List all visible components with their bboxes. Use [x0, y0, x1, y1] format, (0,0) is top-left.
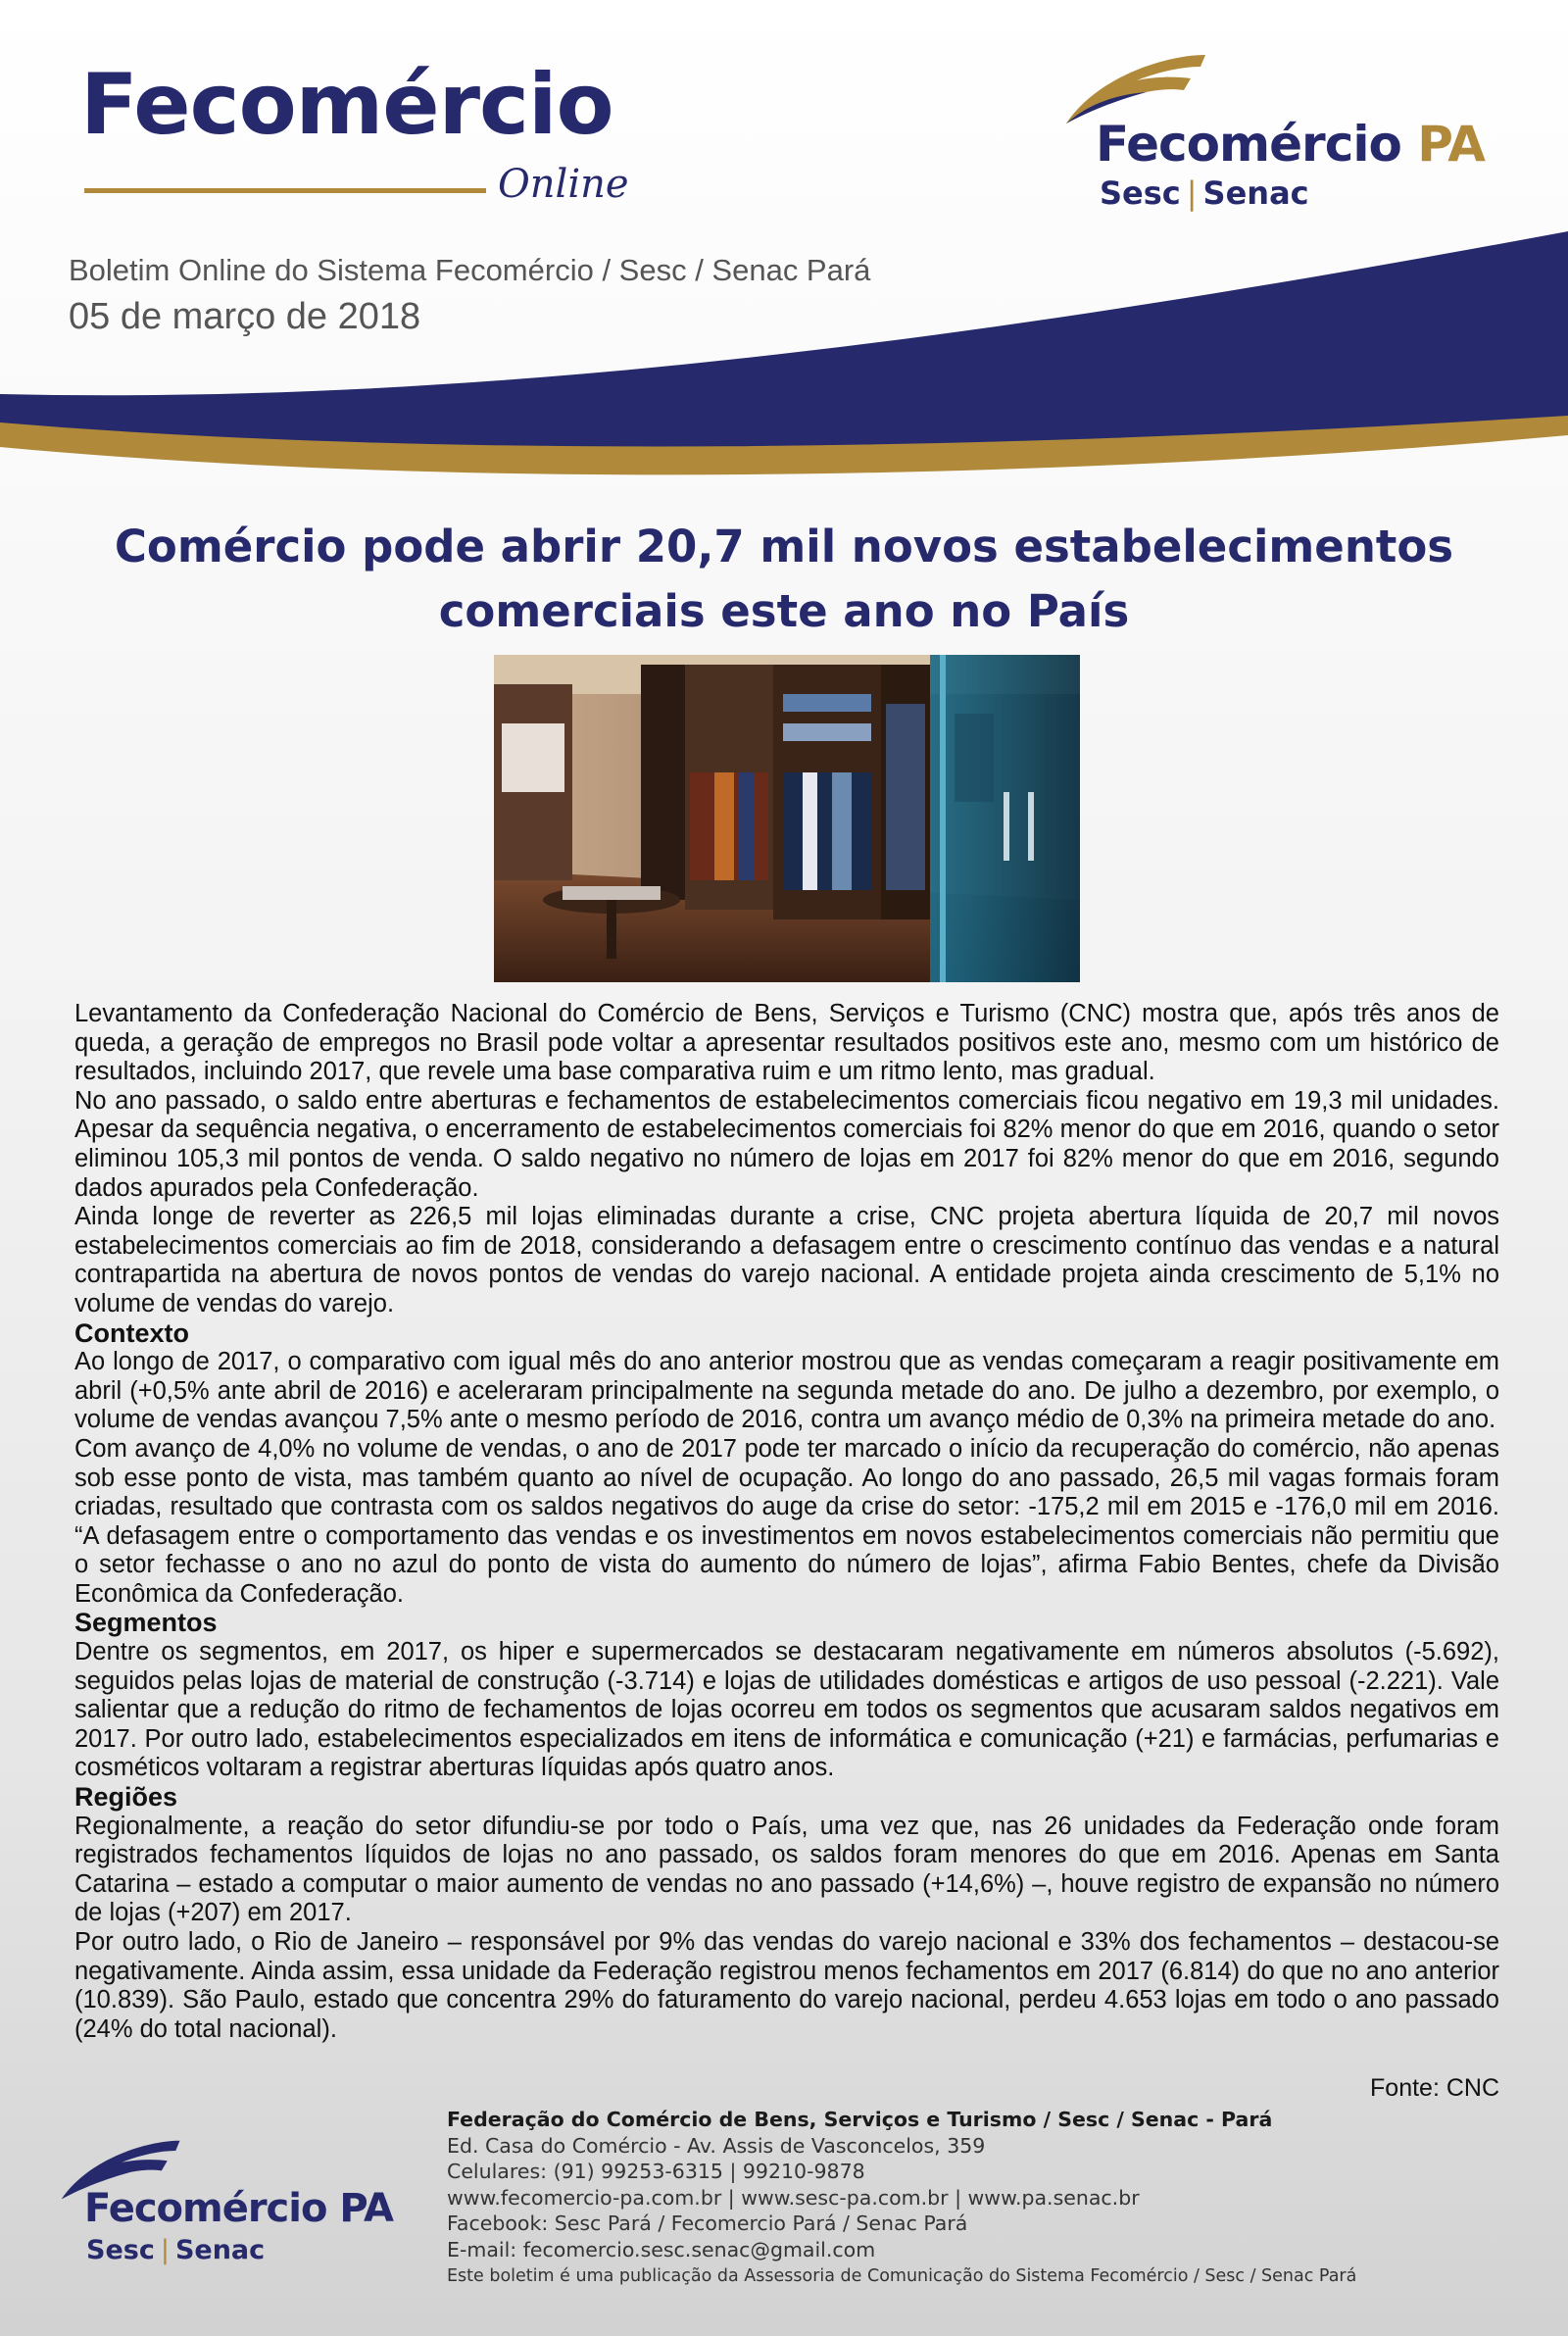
section-heading-context: Contexto	[74, 1317, 189, 1348]
logo-name: Fecomércio PA	[84, 2186, 394, 2231]
footer-note: Este boletim é uma publicação da Assessoria de Comunicação do Sistema Fecomércio / Sesc / Senac Pará	[447, 2265, 1357, 2286]
header-swoosh	[0, 225, 1568, 510]
clothing-store-photo	[494, 655, 1080, 982]
article-paragraph: No ano passado, o saldo entre aberturas e fechamentos de estabelecimentos comerciais ficou negativo em 19,3 mil unidades. Apesar da sequência negativa, o encerramento de estabelecimentos comerciais foi 82% menor do que em 2016, quando o setor eliminou 105,3 mil pontos de venda. O saldo negativo no número de lojas em 2017 foi 82% menor do que em 2016, segundo dados apurados pela Confederação.	[74, 1086, 1499, 1202]
source-credit: Fonte: CNC	[1370, 2074, 1499, 2102]
wing-icon	[1058, 47, 1254, 125]
section-heading-regions: Regiões	[74, 1782, 178, 1813]
footer-phones: Celulares: (91) 99253-6315 | 99210-9878	[447, 2160, 865, 2184]
footer-facebook: Facebook: Sesc Pará / Fecomercio Pará / Senac Pará	[447, 2212, 968, 2236]
article-paragraph: Levantamento da Confederação Nacional do Comércio de Bens, Serviços e Turismo (CNC) mostra que, após três anos de queda, a geração de empregos no Brasil pode voltar a apresentar resultados positivos este ano, mesmo com um histórico de resultados, incluindo 2017, que revele uma base comparativa ruim e um ritmo lento, mas gradual.	[74, 1000, 1499, 1086]
footer-contact	[447, 2107, 1515, 2289]
issue-date: 05 de março de 2018	[69, 296, 421, 337]
logo-subline: Sesc | Senac	[86, 2235, 266, 2265]
article-paragraph: Dentre os segmentos, em 2017, os hiper e supermercados se destacaram negativamente em números absolutos (-5.692), seguidos pelas lojas de material de construção (-3.714) e lojas de utilidades domésticas e artigos de uso pessoal (-2.221). Vale salientar que a redução do ritmo de fechamentos de lojas ocorreu em todos os segmentos que acusaram saldos negativos em 2017. Por outro lado, estabelecimentos especializados em itens de informática e comunicação (+21) e farmácias, perfumarias e cosméticos voltaram a registrar aberturas líquidas após quatro anos.	[74, 1638, 1499, 1782]
footer-email[interactable]: E-mail: fecomercio.sesc.senac@gmail.com	[447, 2237, 876, 2261]
masthead-subtitle: Online	[498, 162, 629, 207]
footer-websites[interactable]: www.fecomercio-pa.com.br | www.sesc-pa.com.br | www.pa.senac.br	[447, 2185, 1140, 2210]
footer-address: Ed. Casa do Comércio - Av. Assis de Vasconcelos, 359	[447, 2133, 986, 2158]
masthead-rule	[84, 188, 486, 193]
article-paragraph: Ainda longe de reverter as 226,5 mil lojas eliminadas durante a crise, CNC projeta abertura líquida de 20,7 mil novos estabelecimentos comerciais ao fim de 2018, considerando a defasagem entre o crescimento contínuo das vendas e a natural contrapartida na abertura de novos pontos de vendas do varejo nacional. A entidade projeta ainda crescimento de 5,1% no volume de vendas do varejo.	[74, 1203, 1499, 1317]
article-headline: Comércio pode abrir 20,7 mil novos estabelecimentos comerciais este ano no País	[114, 521, 1454, 637]
masthead-title: Fecomércio	[80, 56, 613, 154]
article-paragraph: Regionalmente, a reação do setor difundiu-se por todo o País, uma vez que, nas 26 unidades da Federação onde foram registrados fechamentos líquidos de lojas no ano passado, os saldos foram menores do que em 2016. Apenas em Santa Catarina – estado a computar o maior aumento de vendas no ano passado (+14,6%) –, houve registro de expansão no número de lojas (+207) em 2017.	[74, 1812, 1499, 1927]
article-paragraph: Por outro lado, o Rio de Janeiro – responsável por 9% das vendas do varejo nacional e 33% dos fechamentos – destacou-se negativamente. Ainda assim, essa unidade da Federação registrou menos fechamentos em 2017 (6.814) do que no ano anterior (10.839). São Paulo, estado que concentra 29% do faturamento do varejo nacional, perdeu 4.653 lojas em todo o ano passado (24% do total nacional).	[74, 1928, 1499, 2043]
footer-logo	[55, 2133, 408, 2280]
logo-subline: Sesc | Senac	[1100, 174, 1309, 212]
article-paragraph: Ao longo de 2017, o comparativo com igual mês do ano anterior mostrou que as vendas começaram a reagir positivamente em abril (+0,5% ante abril de 2016) e aceleraram principalmente na segunda metade do ano. De julho a dezembro, por exemplo, o volume de vendas avançou 7,5% ante o mesmo período de 2016, contra um avanço médio de 0,3% na primeira metade do ano.	[74, 1348, 1499, 1434]
footer-org: Federação do Comércio de Bens, Serviços e Turismo / Sesc / Senac - Pará	[447, 2108, 1273, 2131]
section-heading-segments: Segmentos	[74, 1608, 218, 1638]
article-body	[74, 1000, 1499, 2044]
article-paragraph: Com avanço de 4,0% no volume de vendas, o ano de 2017 pode ter marcado o início da recuperação do comércio, não apenas sob esse ponto de vista, mas também quanto ao nível de ocupação. Ao longo do ano passado, 26,5 mil vagas formais foram criadas, resultado que contrasta com os saldos negativos do auge da crise do setor: -175,2 mil em 2015 e -176,0 mil em 2016. “A defasagem entre o comportamento das vendas e os investimentos em novos estabelecimentos comerciais não permitiu que o setor fechasse o ano no azul do ponto de vista do aumento do número de lojas”, afirma Fabio Bentes, chefe da Divisão Econômica da Confederação.	[74, 1434, 1499, 1608]
logo-name: Fecomércio PA	[1096, 116, 1486, 173]
bulletin-line: Boletim Online do Sistema Fecomércio / Sesc / Senac Pará	[69, 253, 871, 287]
fecomercio-pa-logo	[1058, 47, 1509, 214]
